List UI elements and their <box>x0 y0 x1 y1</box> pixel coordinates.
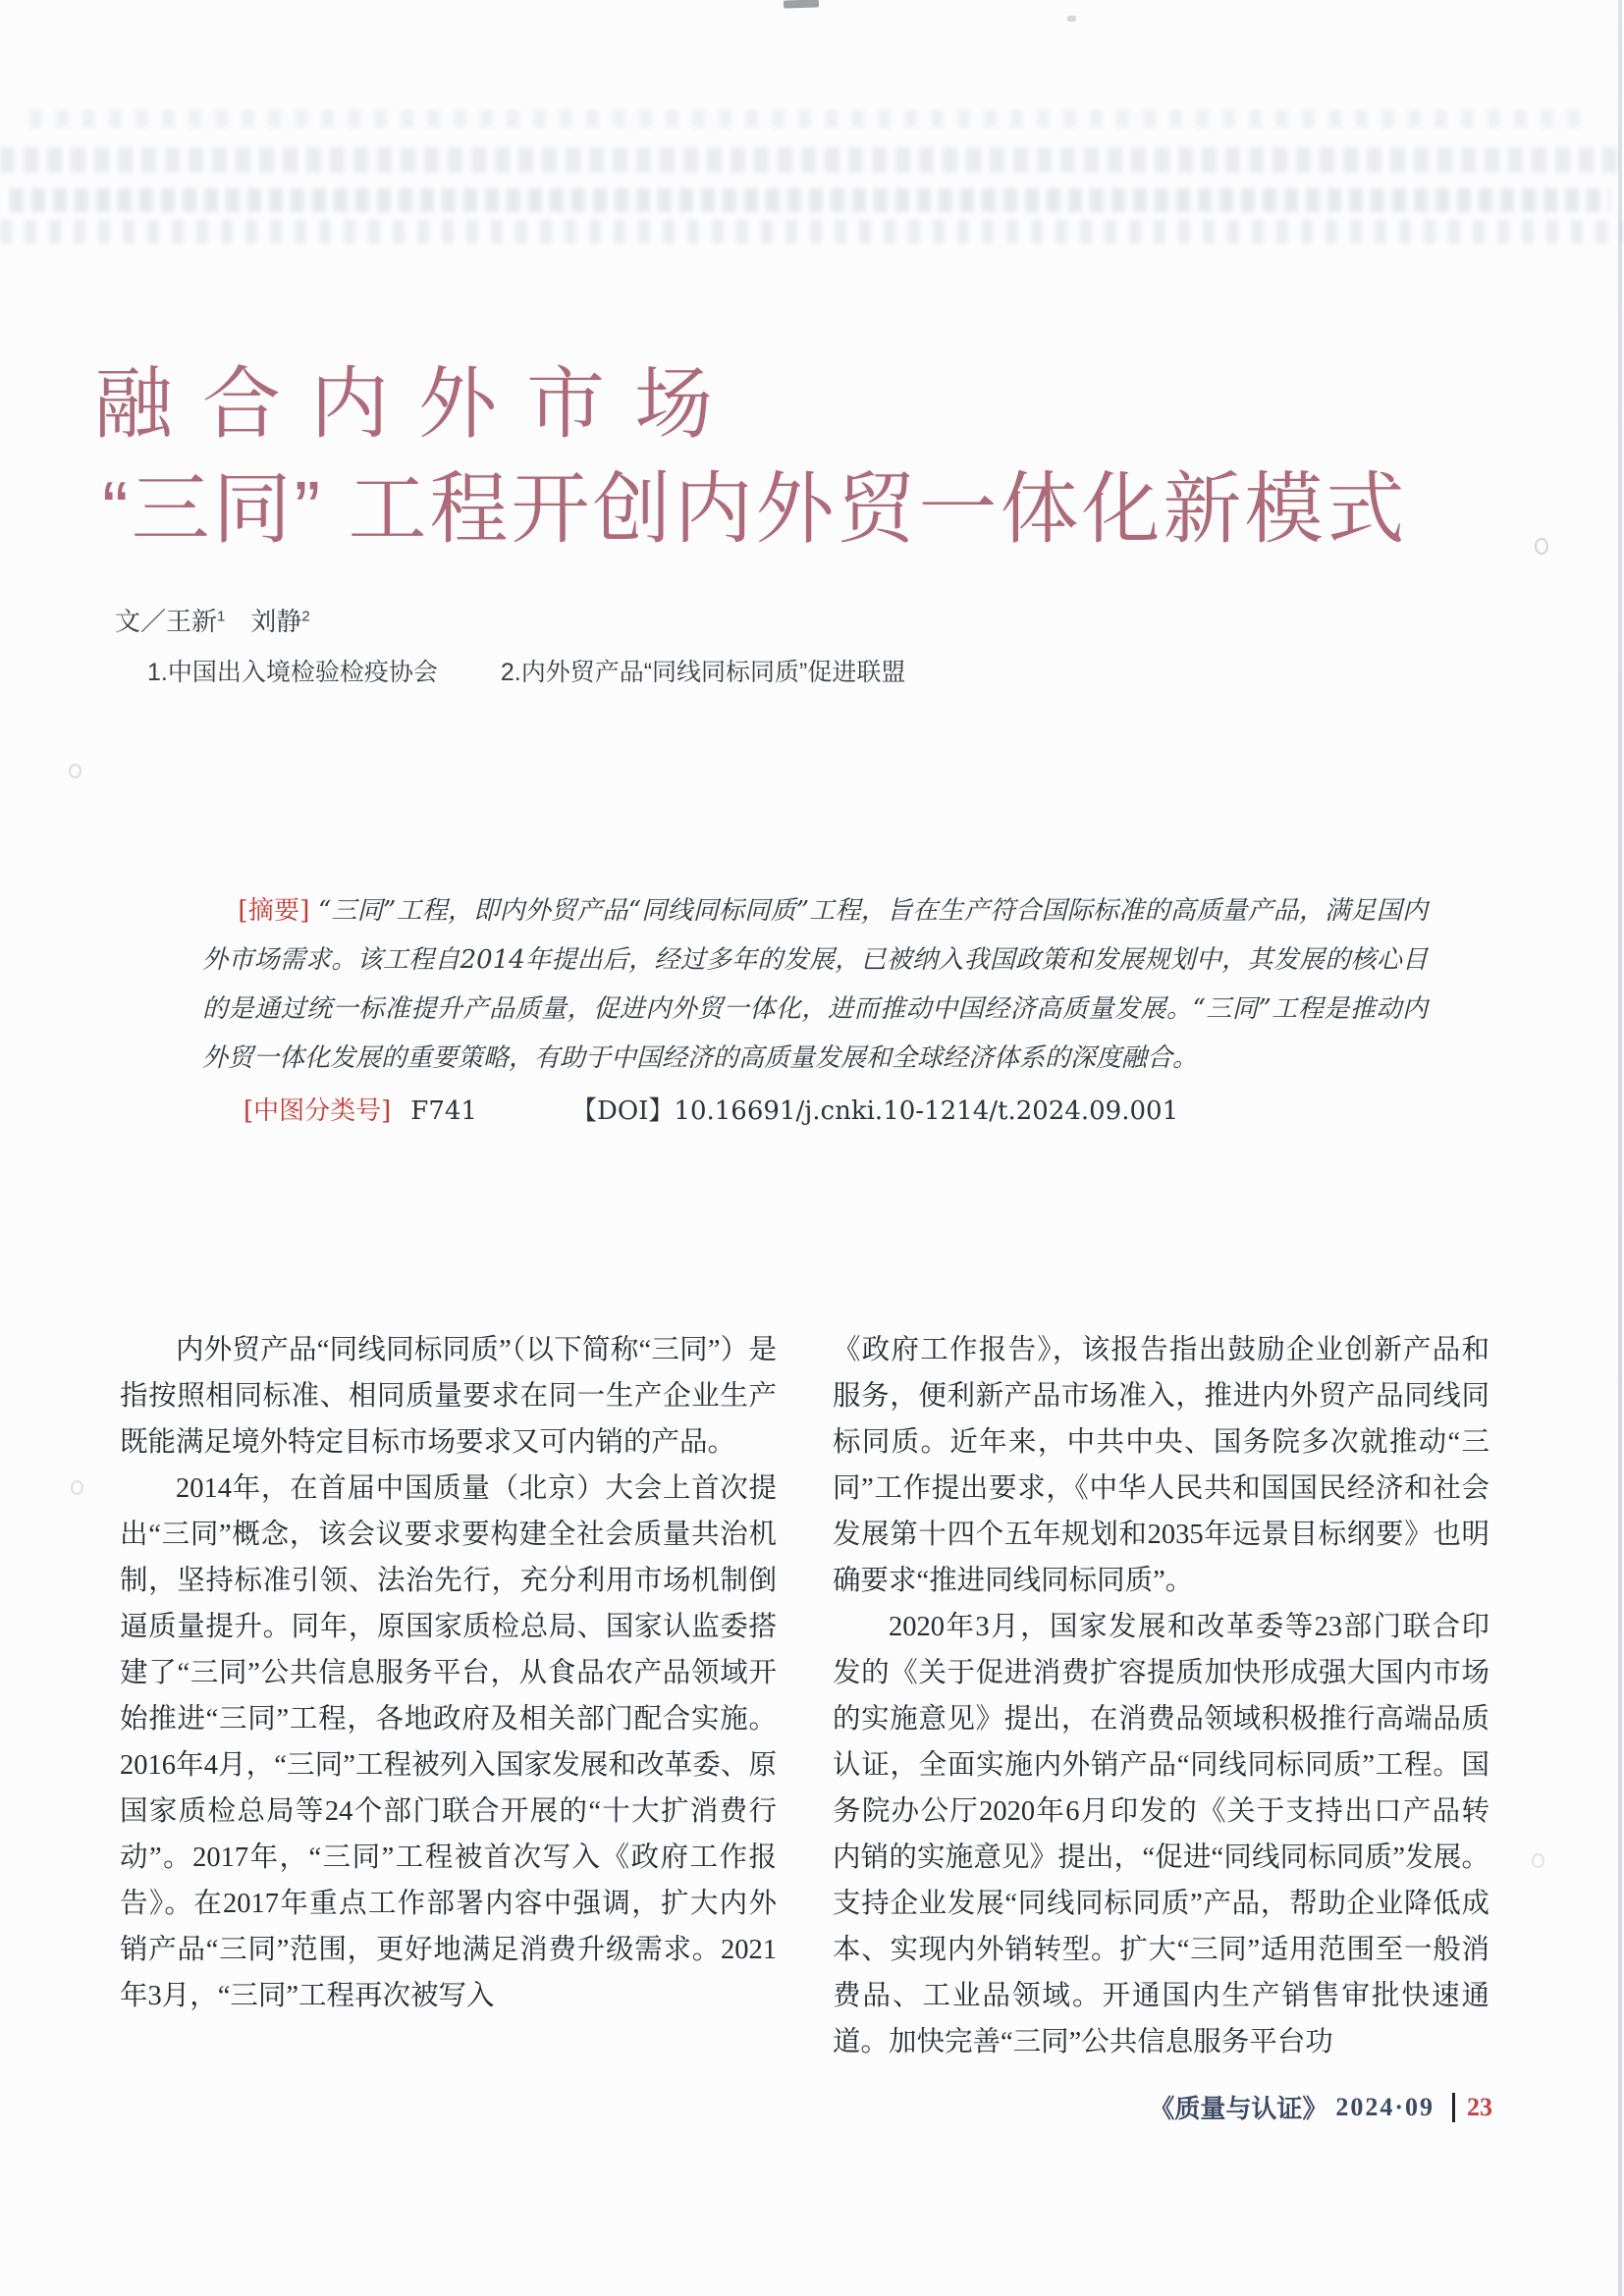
abstract-label: [摘要] <box>238 896 310 926</box>
abstract-text: “三同”工程，即内外贸产品“同线同标同质”工程，旨在生产符合国际标准的高质量产品，满足国内外市场需求。该工程自2014年提出后，经过多年的发展，已被纳入我国政策和发展规划中，其发展的核心目的是通过统一标准提升产品质量，促进内外贸一体化，进而推动中国经济高质量发展。“三同”工程是推动内外贸一体化发展的重要策略，有助于中国经济的高质量发展和全球经济体系的深度融合。 <box>202 896 1428 1073</box>
clc-label: [中图分类号] <box>244 1096 392 1126</box>
doi-label: 【DOI】 <box>570 1096 675 1126</box>
affiliation-2: 2.内外贸产品“同线同标同质”促进联盟 <box>500 659 906 687</box>
author-name-1 <box>166 607 225 636</box>
body-paragraph: 2020年3月，国家发展和改革委等23部门联合印发的《关于促进消费扩容提质加快形成强大国内市场的实施意见》提出，在消费品领域积极推行高端品质认证，全面实施内外销产品“同线同标同质”工程。国务院办公厅2020年6月印发的《关于支持出口产品转内销的实施意见》提出，“促进“同线同标同质”发展。支持企业发展“同线同标同质”产品，帮助企业降低成本、实现内外销转型。扩大“三同”适用范围至一般消费品、工业品领域。开通国内生产销售审批快速通道。加快完善“三同”公共信息服务平台功 <box>833 1612 1489 2057</box>
article-title-line2: “三同” 工程开创内外贸一体化新模式 <box>102 465 1408 553</box>
page-number: 23 <box>1467 2092 1492 2121</box>
author-name-text: 刘静 <box>250 607 302 636</box>
byline <box>115 607 905 637</box>
article-body <box>120 1327 1490 2065</box>
byline-block <box>115 607 905 688</box>
doi <box>571 1096 1178 1126</box>
abstract-paragraph <box>202 886 1428 1083</box>
doi-value: 10.16691/j.cnki.10-1214/t.2024.09.001 <box>674 1096 1179 1126</box>
affiliations <box>147 653 905 688</box>
author-superscript: 2 <box>301 608 310 625</box>
body-paragraph-continuation: 《政府工作报告》，该报告指出鼓励企业创新产品和服务，便利新产品市场准入，推进内外贸产品同线同标同质。近年来，中共中央、国务院多次就推动“三同”工作提出要求，《中华人民共和国国民经济和社会发展第十四个五年规划和2035年远景目标纲要》也明确要求“推进同线同标同质”。 <box>833 1335 1489 1596</box>
journal-name: 《质量与认证》 <box>1149 2095 1328 2123</box>
scan-speck <box>1532 1853 1544 1868</box>
abstract-section <box>202 886 1428 1127</box>
scan-ghost-band <box>10 188 1610 212</box>
article-title-line1: 融合内外市场 <box>94 360 742 448</box>
author-name-2 <box>250 607 309 636</box>
issue-number: 2024·09 <box>1335 2092 1435 2121</box>
scan-ghost-band <box>0 220 1624 243</box>
author-superscript: 1 <box>217 608 226 625</box>
body-paragraph: 2014年，在首届中国质量（北京）大会上首次提出“三同”概念，该会议要求要构建全社会质量共治机制，坚持标准引领、法治先行，充分利用市场机制倒逼质量提升。同年，原国家质检总局、国家认监委搭建了“三同”公共信息服务平台，从食品农产品领域开始推进“三同”工程，各地政府及相关部门配合实施。2016年4月，“三同”工程被列入国家发展和改革委、原国家质检总局等24个部门联合开展的“十大扩消费行动”。2017年，“三同”工程被首次写入《政府工作报告》。在2017年重点工作部署内容中强调，扩大内外销产品“三同”范围，更好地满足消费升级需求。2021年3月，“三同”工程再次被写入 <box>120 1473 777 2011</box>
scan-speck <box>1067 16 1076 22</box>
page-footer <box>1149 2089 1492 2125</box>
article-title <box>94 360 1408 553</box>
scan-speck <box>784 0 819 9</box>
classification-row <box>244 1091 1428 1127</box>
body-paragraph: 内外贸产品“同线同标同质”（以下简称“三同”）是指按照相同标准、相同质量要求在同一生产企业生产既能满足境外特定目标市场要求又可内销的产品。 <box>120 1335 777 1458</box>
affiliation-1: 1.中国出入境检验检疫协会 <box>147 659 438 687</box>
author-name-text: 王新 <box>166 607 218 636</box>
clc-code: F741 <box>410 1096 477 1126</box>
left-column <box>120 1327 777 2065</box>
scan-speck <box>69 764 81 778</box>
footer-divider <box>1452 2093 1455 2122</box>
scan-speck <box>1535 538 1548 555</box>
right-column <box>833 1327 1489 2065</box>
byline-prefix: 文／ <box>115 607 167 636</box>
scan-ghost-band <box>0 147 1624 173</box>
scan-speck <box>71 1480 83 1495</box>
scan-edge-line <box>1618 0 1622 2296</box>
scan-ghost-band <box>29 110 1581 128</box>
